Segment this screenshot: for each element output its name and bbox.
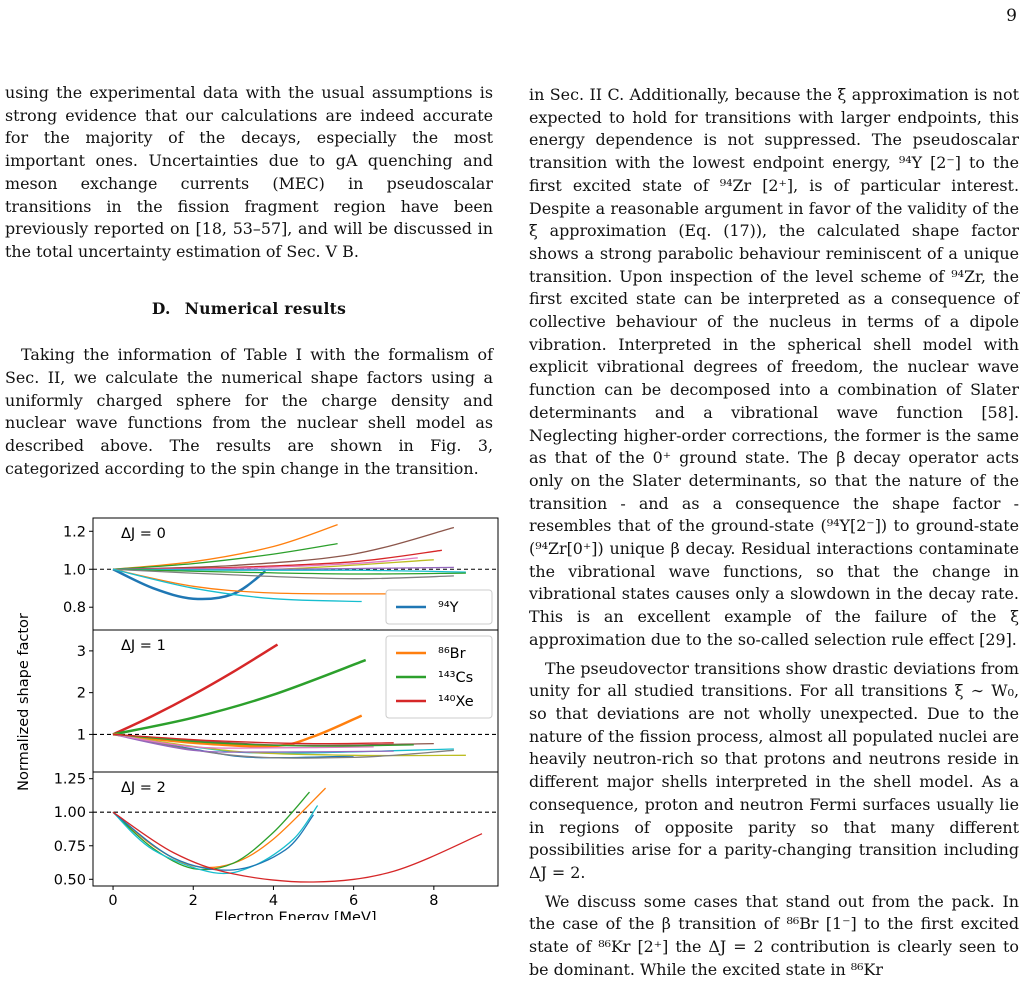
right-paragraph-1: in Sec. II C. Additionally, because the ξ approximation is not expected to hold for transitions with larger endpoints, this energy dependence is not suppressed. The pseudoscalar transition with the lowest endpoint energy, ⁹⁴Y [2⁻] to the first excited state of ⁹⁴Zr [2⁺], is of particular interest. Despite a reasonable argument in favor of the validity of the ξ approximation (Eq. (17)), the calculated shape factor shows a strong parabolic behaviour reminiscent of a unique transition. Upon inspection of the level scheme of ⁹⁴Zr, the first excited state can be interpreted as a consequence of collective behaviour of the nucleus in terms of a dipole vibration. Interpreted in the spherical shell model with explicit vibrational degrees of freedom, the nuclear wave function can be decomposed into a combination of Slater determinants and a vibrational wave function [58]. Neglecting higher-order corrections, the former is the same as that of the 0⁺ ground state. The β decay operator acts only on the Slater determinants, so that the nature of the transition - and as a consequence the shape factor - resembles that of the ground-state (⁹⁴Y[2⁻]) to ground-state (⁹⁴Zr[0⁺]) unique β decay. Residual interactions contaminate the vibrational wave functions, so that the change in vibrational states causes only a slowdown in the decay rate. This is an excellent example of the failure of the ξ approximation due to the so-called selection rule effect [29].	[529, 85, 1019, 649]
y-tick-label: 1.00	[53, 805, 86, 822]
y-tick-label: 1.0	[62, 562, 86, 579]
left-paragraph-1: using the experimental data with the usual assumptions is strong evidence that our calculations are indeed accurate for the majority of the decays, especially the most important ones. Uncertainties due to gA quenching and meson exchange currents (MEC) in pseudoscalar transitions in the fission fragment region have been previously reported on [18, 53–57], and will be discussed in the total uncertainty estimation of Sec. V B.	[5, 83, 493, 261]
y-tick-label: 1.25	[53, 771, 86, 788]
section-heading-label: D.	[151, 298, 171, 318]
x-tick-label: 0	[108, 893, 118, 909]
legend-label: ¹⁴⁰Xe	[438, 694, 474, 710]
left-column	[5, 82, 493, 481]
x-tick-label: 6	[349, 893, 359, 909]
page-number: 9	[1006, 6, 1017, 26]
x-tick-label: 8	[429, 893, 439, 909]
series-line-2-4	[113, 812, 482, 882]
series-line-2-1	[113, 792, 310, 870]
y-tick-label: 1.2	[62, 524, 86, 541]
y-tick-label: 3	[76, 643, 86, 660]
right-column	[529, 84, 1019, 981]
x-tick-label: 4	[268, 893, 279, 909]
legend-label: ⁸⁶Br	[438, 646, 466, 662]
series-line-1-1	[113, 660, 366, 734]
panel-label: ΔJ = 1	[121, 638, 166, 654]
y-axis-label: Normalized shape factor	[16, 613, 32, 791]
panel-label: ΔJ = 0	[121, 526, 166, 542]
x-tick-label: 2	[188, 893, 198, 909]
y-tick-label: 2	[76, 685, 86, 702]
panel-label: ΔJ = 2	[121, 780, 166, 796]
right-paragraph-2: The pseudovector transitions show drastic deviations from unity for all studied transitions. For all transitions ξ ∼ W₀, so that deviations are not wholly unexpected. Due to the nature of the fission process, almost all populated nuclei are heavily neutron-rich so that protons and neutrons reside in different major shells interpreted in the shell model. As a consequence, proton and neutron Fermi surfaces usually lie in regions of opposite parity so that many different possibilities arise for a parity-changing transition including ΔJ = 2.	[529, 658, 1019, 882]
right-paragraph-3: We discuss some cases that stand out from the pack. In the case of the β transition of ⁸⁶Br [1⁻] to the first excited state of ⁸⁶Kr [2⁺] the ΔJ = 2 contribution is clearly seen to be dominant. While the excited state in ⁸⁶Kr	[529, 891, 1019, 979]
y-tick-label: 0.8	[62, 600, 86, 617]
section-heading-text: Numerical results	[184, 298, 347, 318]
series-line-2-0	[113, 788, 326, 867]
x-axis-label: Electron Energy [MeV]	[214, 910, 377, 920]
y-tick-label: 0.50	[53, 872, 86, 889]
section-heading	[5, 298, 493, 321]
y-tick-label: 1	[76, 727, 86, 744]
shape-factor-chart	[2, 500, 502, 920]
series-line-1-0	[113, 645, 278, 735]
figure-3	[2, 500, 502, 920]
legend-label: ⁹⁴Y	[438, 600, 459, 616]
series-line-0-0	[113, 569, 265, 599]
left-paragraph-2: Taking the information of Table I with the formalism of Sec. II, we calculate the numerical shape factors using a uniformly charged sphere for the charge density and nuclear wave functions from the nuclear shell model as described above. The results are shown in Fig. 3, categorized according to the spin change in the transition.	[5, 345, 493, 478]
y-tick-label: 0.75	[53, 838, 86, 855]
legend-label: ¹⁴³Cs	[438, 670, 474, 686]
